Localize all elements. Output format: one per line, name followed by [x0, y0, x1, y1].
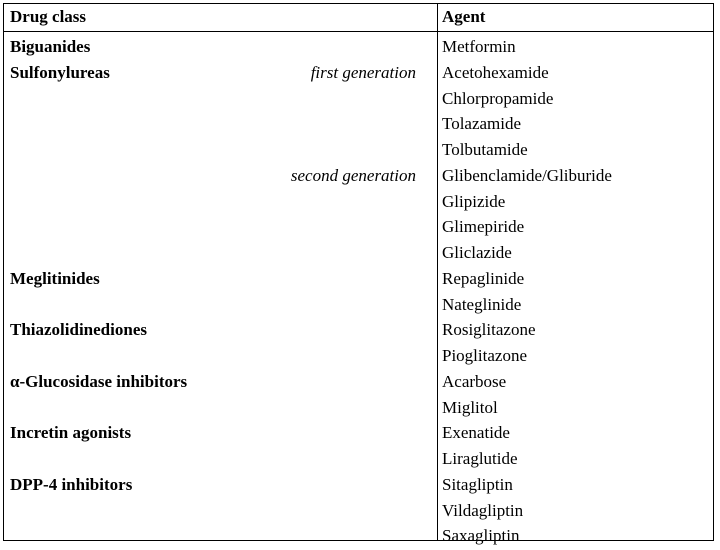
header-drug-class: Drug class — [10, 7, 87, 26]
agent-cell: Rosiglitazone — [442, 320, 536, 340]
table-row — [4, 267, 713, 293]
agent-cell: Pioglitazone — [442, 346, 527, 365]
generation-label: second generation — [290, 165, 416, 185]
agent-cell: Repaglinide — [442, 268, 525, 288]
agent-cell: Vildagliptin — [442, 500, 524, 520]
agent-cell: Metformin — [442, 37, 516, 56]
table-row — [4, 396, 713, 422]
table-row — [4, 87, 713, 113]
drug-class-cell: DPP-4 inhibitors — [10, 474, 133, 494]
agent-cell: Acarbose — [442, 371, 507, 391]
table-row — [4, 499, 713, 525]
table-row — [4, 190, 713, 216]
table-row — [4, 370, 713, 396]
table-header — [4, 4, 713, 32]
table-row — [4, 447, 713, 473]
generation-label: first generation — [310, 62, 416, 82]
drug-class-cell: Biguanides — [10, 37, 91, 56]
agent-cell: Exenatide — [442, 423, 510, 443]
drug-class-cell: Meglitinides — [10, 268, 100, 288]
table-row — [4, 138, 713, 164]
agent-cell: Gliclazide — [442, 243, 512, 262]
table-row — [4, 293, 713, 319]
table-row — [4, 524, 713, 550]
drug-class-cell: Incretin agonists — [10, 423, 132, 443]
table-row — [4, 164, 713, 190]
agent-cell: Chlorpropamide — [442, 88, 554, 108]
drug-class-cell: α-Glucosidase inhibitors — [10, 371, 188, 391]
table-row — [4, 473, 713, 499]
agent-cell: Saxagliptin — [442, 526, 520, 546]
table-row — [4, 112, 713, 138]
agent-cell: Liraglutide — [442, 449, 518, 468]
drug-class-cell: Thiazolidinediones — [10, 320, 147, 340]
agent-cell: Glibenclamide/Gliburide — [442, 165, 612, 185]
table-row — [4, 35, 713, 61]
agent-cell: Acetohexamide — [442, 62, 549, 82]
drug-class-cell: Sulfonylureas — [10, 62, 110, 82]
agent-cell: Glimepiride — [442, 217, 525, 237]
agent-cell: Miglitol — [442, 397, 498, 417]
drug-table — [3, 3, 714, 546]
agent-cell: Glipizide — [442, 191, 506, 211]
agent-cell: Sitagliptin — [442, 474, 513, 494]
table-row — [4, 215, 713, 241]
agent-cell: Tolazamide — [442, 114, 522, 134]
table-row — [4, 421, 713, 447]
table-row — [4, 241, 713, 267]
header-agent: Agent — [442, 7, 486, 26]
table-row — [4, 318, 713, 344]
table-row — [4, 344, 713, 370]
agent-cell: Tolbutamide — [442, 140, 528, 159]
table-row — [4, 61, 713, 87]
agent-cell: Nateglinide — [442, 294, 522, 314]
